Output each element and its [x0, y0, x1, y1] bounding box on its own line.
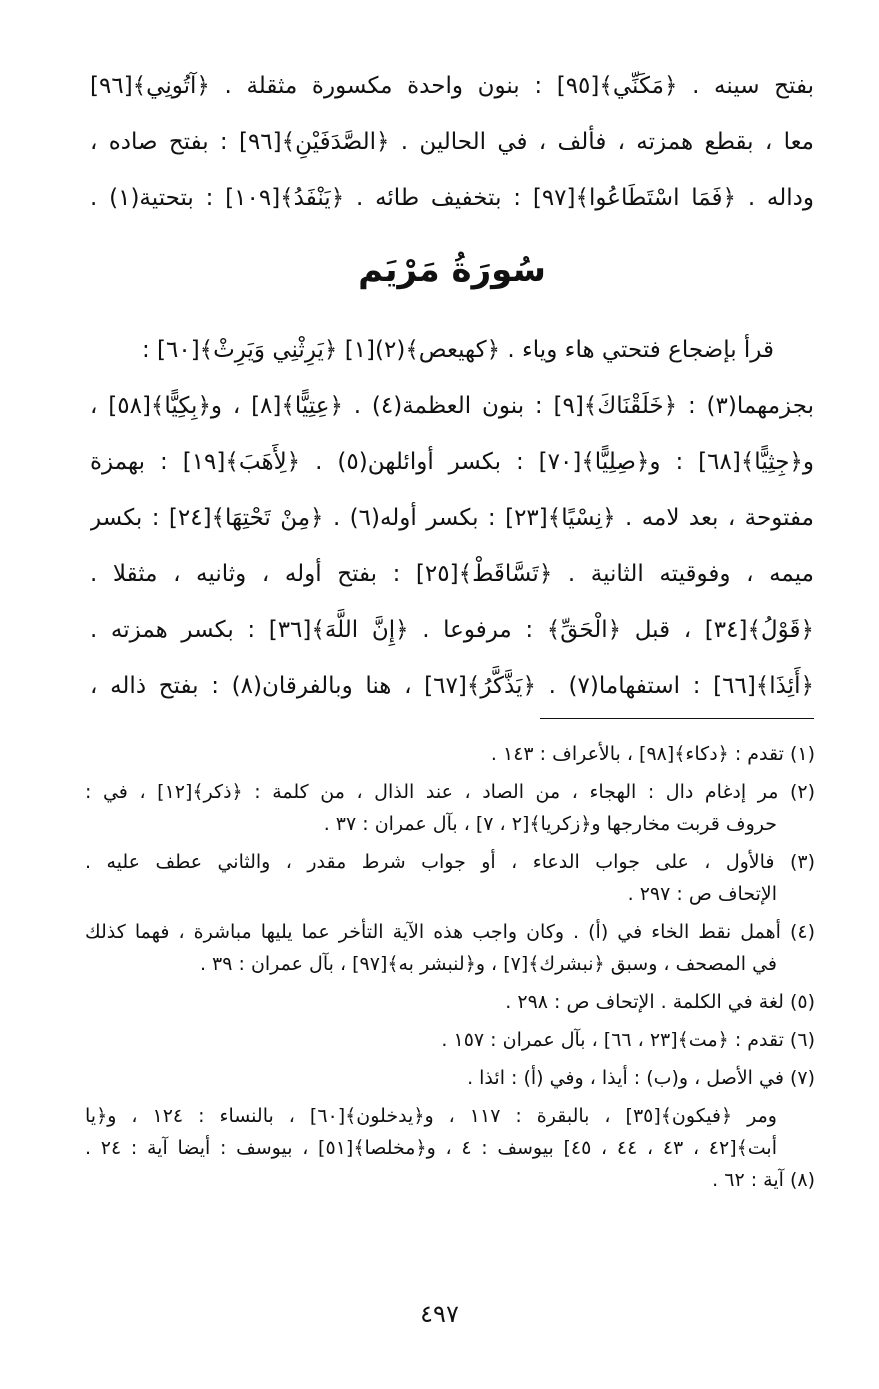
footnote-line: (٢) مر إدغام دال : الهجاء ، من الصاد ، عند الذال ، من كلمة : ﴿ذكر﴾[١٢] ، في : — [85, 781, 815, 803]
footnotes — [85, 738, 815, 1196]
body-line: بجزمهما(٣) : ﴿خَلَقْنَاكَ﴾[٩] : بنون العظمة(٤) . ﴿عِتِيًّا﴾[٨] ، و﴿بِكِيًّا﴾[٥٨] ، — [90, 393, 814, 419]
body-line: ﴿أَئِذَا﴾[٦٦] : استفهاما(٧) . ﴿يَذَّكَّرُ﴾[٦٧] ، هنا وبالفرقان(٨) : بفتح ذاله ، — [90, 673, 814, 699]
footnote-line: (٥) لغة في الكلمة . الإتحاف ص : ٢٩٨ . — [505, 991, 815, 1013]
body-line: و﴿جِثِيًّا﴾[٦٨] : و﴿صِلِيًّا﴾[٧٠] : بكسر أوائلهن(٥) . ﴿لِأَهَبَ﴾[١٩] : بهمزة — [90, 449, 814, 475]
footnote-line: (٣) فالأول ، على جواب الدعاء ، أو جواب شرط مقدر ، والثاني عطف عليه . — [85, 851, 815, 873]
footnote-line: (٧) في الأصل ، و(ب) : أيذا ، وفي (أ) : ائذا . — [467, 1067, 815, 1089]
body-line: معا ، بقطع همزته ، فألف ، في الحالين . ﴿الصَّدَفَيْنِ﴾[٩٦] : بفتح صاده ، — [90, 129, 814, 155]
body-line: ﴿قَوْلُ﴾[٣٤] ، قبل ﴿الْحَقِّ﴾ : مرفوعا . ﴿إِنَّ اللَّهَ﴾[٣٦] : بكسر همزته . — [90, 617, 814, 643]
footnote-line: (٨) آية : ٦٢ . — [712, 1169, 815, 1191]
body-line: وداله . ﴿فَمَا اسْتَطَاعُوا﴾[٩٧] : بتخفيف طائه . ﴿يَنْفَدُ﴾[١٠٩] : بتحتية(١) . — [90, 185, 814, 211]
body-line: مفتوحة ، بعد لامه . ﴿نِسْيًا﴾[٢٣] : بكسر أوله(٦) . ﴿مِنْ تَحْتِهَا﴾[٢٤] : بكسر — [90, 505, 814, 531]
page-number: ٤٩٧ — [420, 1300, 459, 1328]
body-text-main — [90, 322, 814, 714]
footnote-line: ومر ﴿فيكون﴾[٣٥] ، بالبقرة : ١١٧ ، و﴿يدخلون﴾[٦٠] ، بالنساء : ١٢٤ ، و﴿يا — [85, 1105, 777, 1127]
footnote-line: (١) تقدم : ﴿دكاء﴾[٩٨] ، بالأعراف : ١٤٣ . — [490, 743, 815, 765]
footnote-line: (٤) أهمل نقط الخاء في (أ) . وكان واجب هذه الآية التأخر عما يليها مباشرة ، فهما كذلك — [85, 921, 815, 943]
footnote-line: أبت﴾[٤٢ ، ٤٣ ، ٤٤ ، ٤٥] بيوسف : ٤ ، و﴿مخلصا﴾[٥١] ، بيوسف : أيضا آية : ٢٤ . — [85, 1137, 777, 1159]
body-line: ميمه ، وفوقيته الثانية . ﴿تَسَّاقَطْ﴾[٢٥] : بفتح أوله ، وثانيه ، مثقلا . — [90, 561, 814, 587]
footnote-line: الإتحاف ص : ٢٩٧ . — [627, 883, 777, 905]
footnote-line: في المصحف ، وسبق ﴿نبشرك﴾[٧] ، و﴿لنبشر به﴾[٩٧] ، بآل عمران : ٣٩ . — [199, 953, 777, 975]
footnote-separator — [540, 718, 814, 719]
body-line: بفتح سينه . ﴿مَكَنِّي﴾[٩٥] : بنون واحدة مكسورة مثقلة . ﴿آتُونِي﴾[٩٦] — [90, 73, 814, 99]
body-line: قرأ بإضجاع فتحتي هاء وياء . ﴿كهيعص﴾(٢)[١] ﴿يَرِثْنِي وَيَرِثْ﴾[٦٠] : — [141, 337, 774, 363]
footnote-line: (٦) تقدم : ﴿مت﴾[٢٣ ، ٦٦] ، بآل عمران : ١٥٧ . — [441, 1029, 815, 1051]
surah-title: سُورَةُ مَرْيَم — [358, 250, 546, 290]
footnote-line: حروف قربت مخارجها و﴿زكريا﴾[٢ ، ٧] ، بآل عمران : ٣٧ . — [323, 813, 777, 835]
body-text-top — [90, 58, 814, 226]
